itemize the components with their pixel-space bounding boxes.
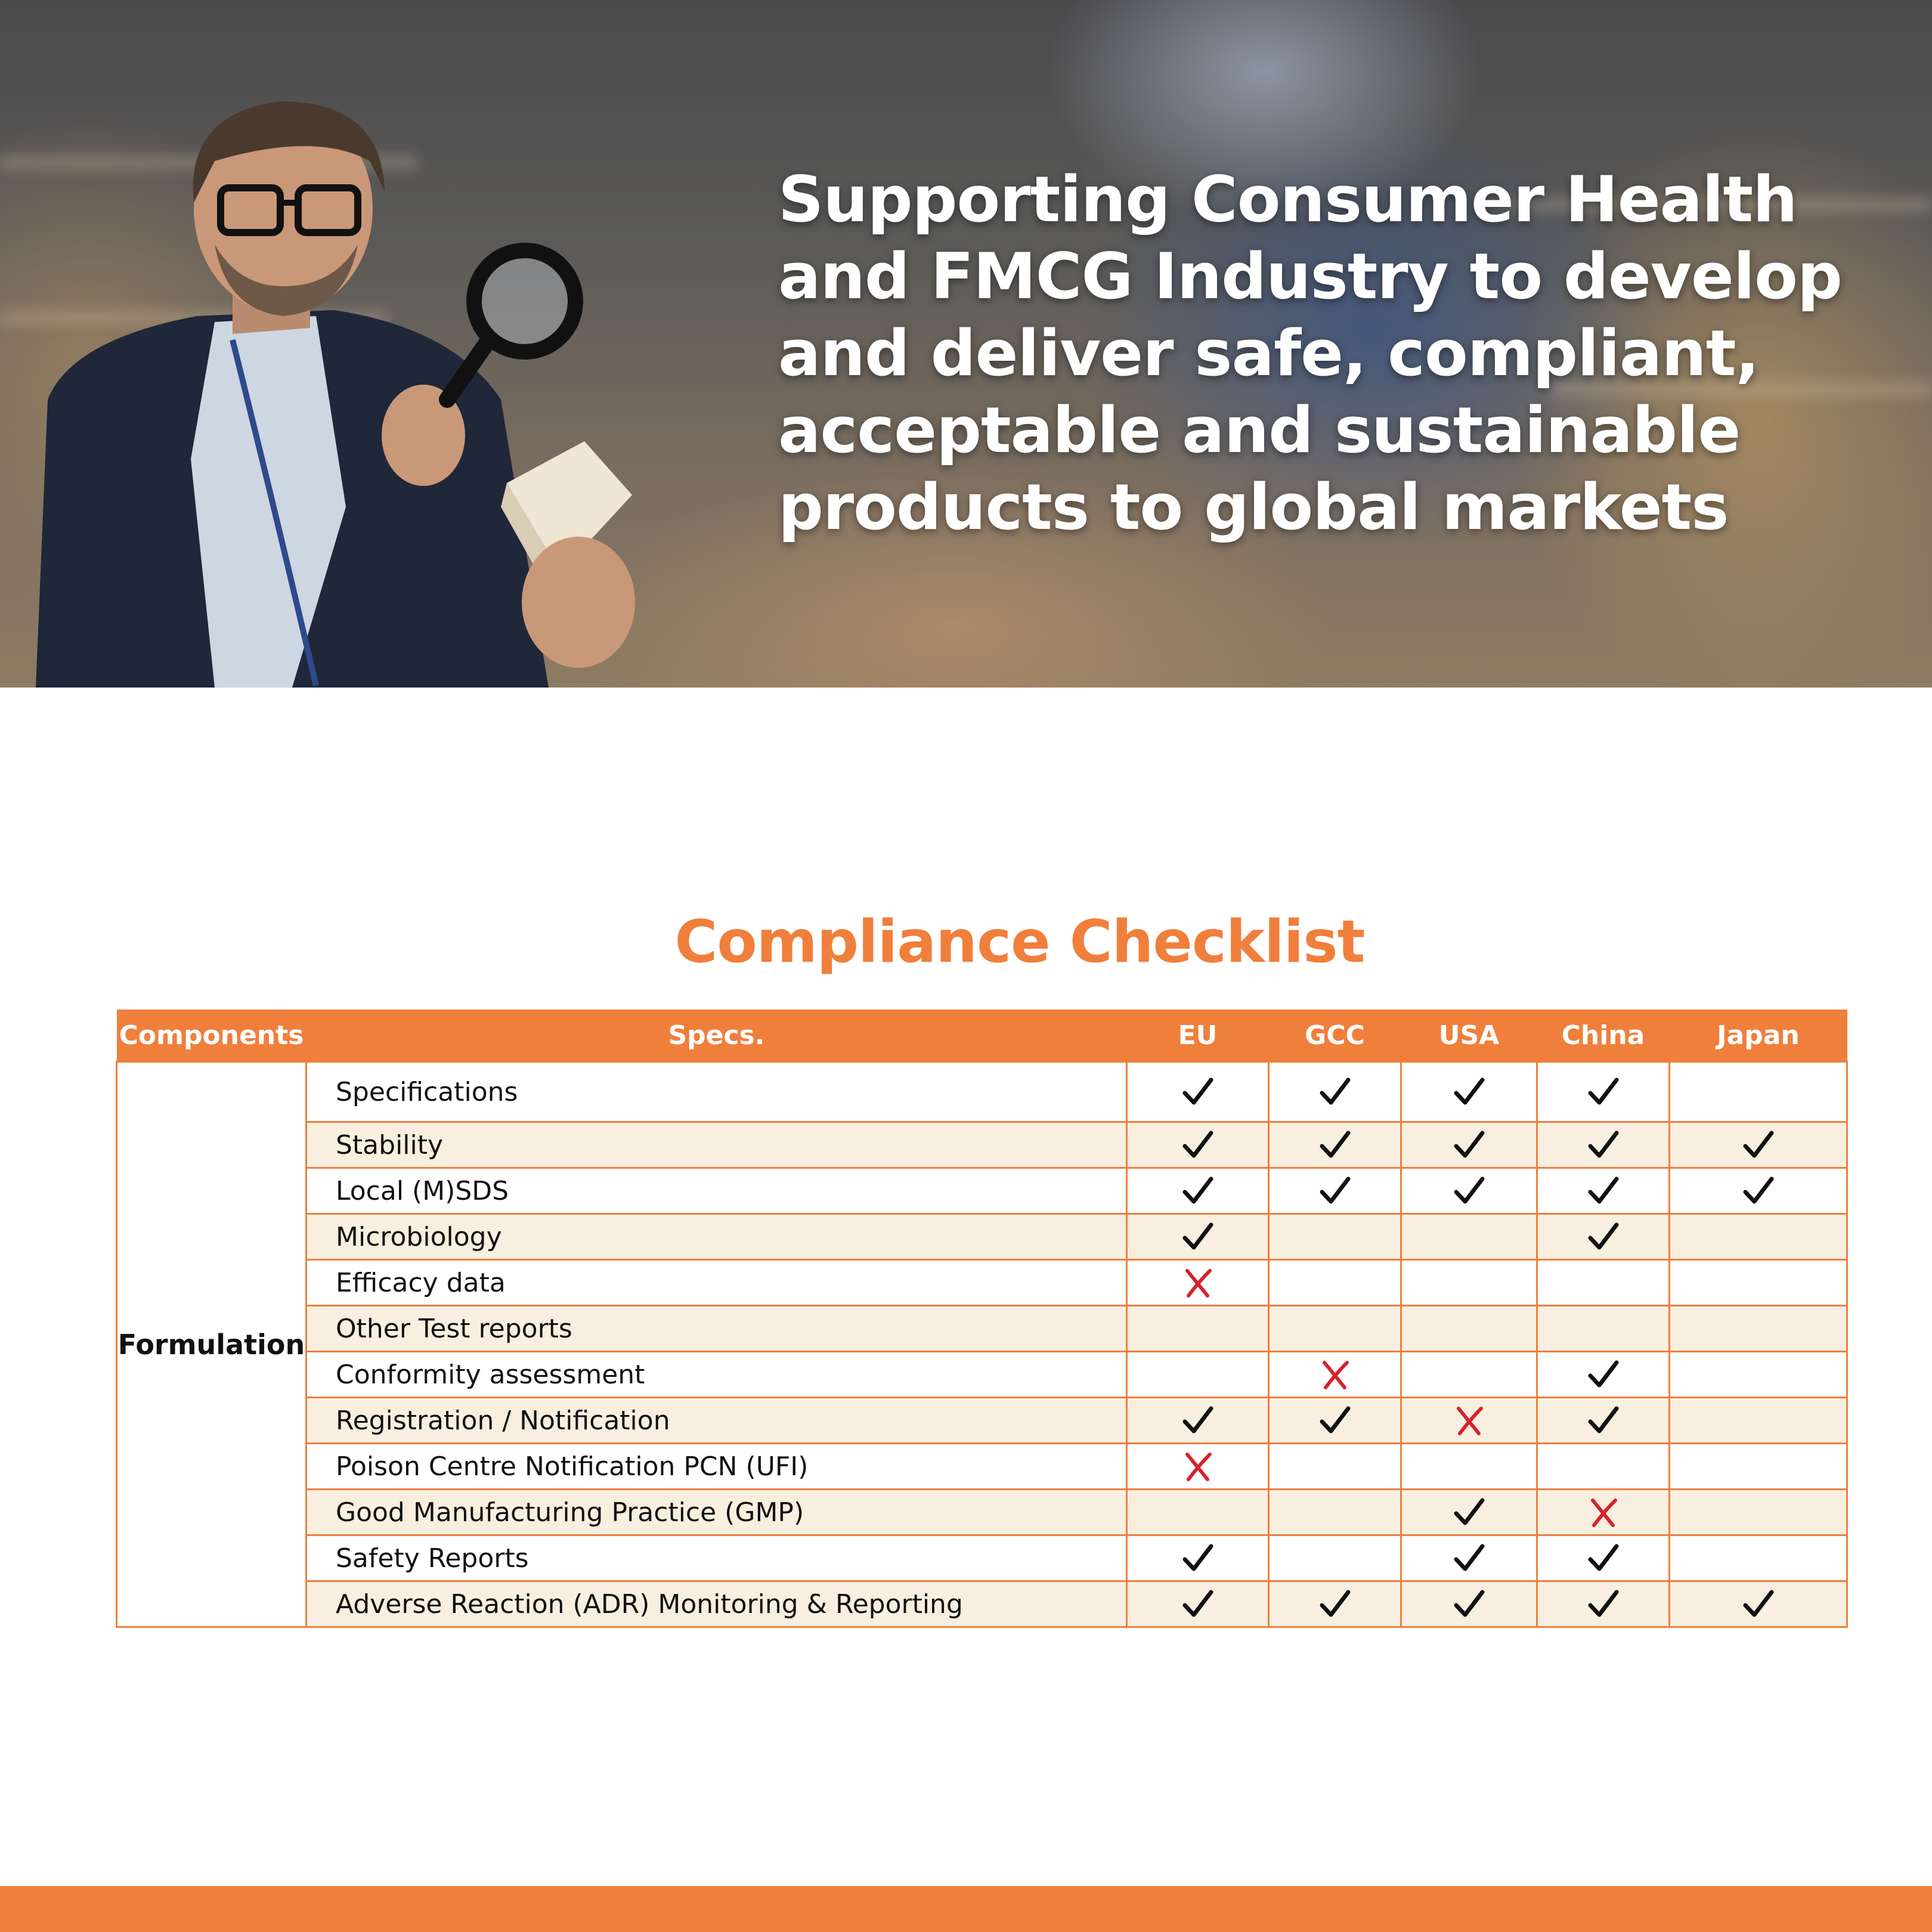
cell-usa [1401, 1535, 1537, 1581]
spec-label: Other Test reports [306, 1306, 1127, 1352]
check-mark-icon [1318, 1404, 1352, 1437]
check-mark-icon [1742, 1174, 1775, 1208]
check-mark-icon [1181, 1128, 1215, 1162]
spec-label: Stability [306, 1122, 1127, 1168]
cell-japan [1670, 1122, 1847, 1168]
cell-gcc [1269, 1581, 1401, 1627]
check-mark-icon [1453, 1496, 1486, 1529]
table-row [117, 1535, 1847, 1581]
cell-china [1537, 1398, 1670, 1444]
spec-label: Conformity assessment [306, 1352, 1127, 1398]
cell-eu [1127, 1122, 1269, 1168]
header-components: Components [117, 1010, 306, 1062]
cell-gcc [1269, 1214, 1401, 1260]
cell-japan [1670, 1260, 1847, 1306]
check-mark-icon [1181, 1075, 1215, 1109]
table-row [117, 1168, 1847, 1214]
cell-gcc [1269, 1490, 1401, 1535]
cell-usa [1401, 1260, 1537, 1306]
component-formulation: Formulation [117, 1062, 306, 1627]
cell-china [1537, 1306, 1670, 1352]
cell-eu [1127, 1444, 1269, 1490]
spec-label: Adverse Reaction (ADR) Monitoring & Reporting [306, 1581, 1127, 1627]
spec-label: Microbiology [306, 1214, 1127, 1260]
cell-china [1537, 1214, 1670, 1260]
cell-japan [1670, 1214, 1847, 1260]
check-mark-icon [1742, 1128, 1775, 1162]
table-row [117, 1260, 1847, 1306]
cell-japan [1670, 1306, 1847, 1352]
cell-eu [1127, 1062, 1269, 1122]
check-mark-icon [1453, 1541, 1486, 1575]
check-mark-icon [1587, 1404, 1620, 1437]
spec-label: Specifications [306, 1062, 1127, 1122]
cell-gcc [1269, 1398, 1401, 1444]
cell-japan [1670, 1168, 1847, 1214]
cell-usa [1401, 1490, 1537, 1535]
cell-usa [1401, 1398, 1537, 1444]
cell-gcc [1269, 1535, 1401, 1581]
table-row [117, 1581, 1847, 1627]
footer-bar [0, 1886, 1932, 1932]
cell-gcc [1269, 1306, 1401, 1352]
cell-usa [1401, 1168, 1537, 1214]
cell-usa [1401, 1062, 1537, 1122]
cross-mark-icon [1181, 1266, 1215, 1299]
cell-eu [1127, 1306, 1269, 1352]
cell-japan [1670, 1398, 1847, 1444]
cell-gcc [1269, 1352, 1401, 1398]
cell-usa [1401, 1306, 1537, 1352]
cell-china [1537, 1581, 1670, 1627]
cell-eu [1127, 1535, 1269, 1581]
spec-label: Efficacy data [306, 1260, 1127, 1306]
cell-china [1537, 1260, 1670, 1306]
cell-china [1537, 1352, 1670, 1398]
check-mark-icon [1453, 1587, 1486, 1621]
cross-mark-icon [1318, 1358, 1352, 1391]
checklist-title: Compliance Checklist [674, 908, 1365, 976]
cell-eu [1127, 1168, 1269, 1214]
cell-gcc [1269, 1062, 1401, 1122]
cell-usa [1401, 1581, 1537, 1627]
check-mark-icon [1587, 1541, 1620, 1575]
cell-china [1537, 1444, 1670, 1490]
check-mark-icon [1742, 1587, 1775, 1621]
spec-label: Good Manufacturing Practice (GMP) [306, 1490, 1127, 1535]
table-row [117, 1306, 1847, 1352]
check-mark-icon [1318, 1174, 1352, 1208]
cell-eu [1127, 1260, 1269, 1306]
check-mark-icon [1453, 1174, 1486, 1208]
cell-japan [1670, 1352, 1847, 1398]
cell-china [1537, 1168, 1670, 1214]
spec-label: Local (M)SDS [306, 1168, 1127, 1214]
header-specs: Specs. [306, 1010, 1127, 1062]
check-mark-icon [1453, 1075, 1486, 1109]
cross-mark-icon [1181, 1450, 1215, 1483]
cell-eu [1127, 1581, 1269, 1627]
table-body [117, 1062, 1847, 1627]
header-market-china: China [1537, 1010, 1670, 1062]
check-mark-icon [1587, 1174, 1620, 1208]
check-mark-icon [1181, 1541, 1215, 1575]
cell-china [1537, 1535, 1670, 1581]
cell-gcc [1269, 1260, 1401, 1306]
cell-usa [1401, 1122, 1537, 1168]
cross-mark-icon [1587, 1496, 1620, 1529]
table-row [117, 1122, 1847, 1168]
spec-label: Safety Reports [306, 1535, 1127, 1581]
check-mark-icon [1181, 1220, 1215, 1253]
spec-label: Poison Centre Notification PCN (UFI) [306, 1444, 1127, 1490]
cell-eu [1127, 1352, 1269, 1398]
check-mark-icon [1318, 1128, 1352, 1162]
cell-gcc [1269, 1168, 1401, 1214]
header-market-gcc: GCC [1269, 1010, 1401, 1062]
cell-japan [1670, 1535, 1847, 1581]
check-mark-icon [1587, 1128, 1620, 1162]
check-mark-icon [1181, 1174, 1215, 1208]
compliance-table [116, 1010, 1848, 1628]
hero-banner [0, 0, 1932, 688]
check-mark-icon [1587, 1587, 1620, 1621]
cell-usa [1401, 1444, 1537, 1490]
check-mark-icon [1181, 1587, 1215, 1621]
cell-eu [1127, 1490, 1269, 1535]
check-mark-icon [1318, 1587, 1352, 1621]
cell-gcc [1269, 1444, 1401, 1490]
header-market-eu: EU [1127, 1010, 1269, 1062]
hero-headline: Supporting Consumer Health and FMCG Industry to develop and deliver safe, compliant, acceptable and sustainable products to global markets [778, 163, 1842, 544]
cell-eu [1127, 1398, 1269, 1444]
table-row [117, 1398, 1847, 1444]
table-header-row [117, 1010, 1847, 1062]
check-mark-icon [1318, 1075, 1352, 1109]
cell-eu [1127, 1214, 1269, 1260]
cell-japan [1670, 1490, 1847, 1535]
check-mark-icon [1587, 1220, 1620, 1253]
cell-japan [1670, 1444, 1847, 1490]
check-mark-icon [1587, 1075, 1620, 1109]
cell-japan [1670, 1581, 1847, 1627]
cell-usa [1401, 1352, 1537, 1398]
cell-gcc [1269, 1122, 1401, 1168]
spec-label: Registration / Notification [306, 1398, 1127, 1444]
table-row [117, 1444, 1847, 1490]
table-row [117, 1490, 1847, 1535]
table-row [117, 1062, 1847, 1122]
table-row [117, 1352, 1847, 1398]
table-row [117, 1214, 1847, 1260]
man-with-magnifier-photo [36, 89, 644, 688]
header-market-japan: Japan [1670, 1010, 1847, 1062]
cell-china [1537, 1122, 1670, 1168]
cross-mark-icon [1453, 1404, 1486, 1437]
check-mark-icon [1587, 1358, 1620, 1391]
cell-japan [1670, 1062, 1847, 1122]
cell-china [1537, 1062, 1670, 1122]
cell-usa [1401, 1214, 1537, 1260]
check-mark-icon [1453, 1128, 1486, 1162]
check-mark-icon [1181, 1404, 1215, 1437]
cell-china [1537, 1490, 1670, 1535]
header-market-usa: USA [1401, 1010, 1537, 1062]
